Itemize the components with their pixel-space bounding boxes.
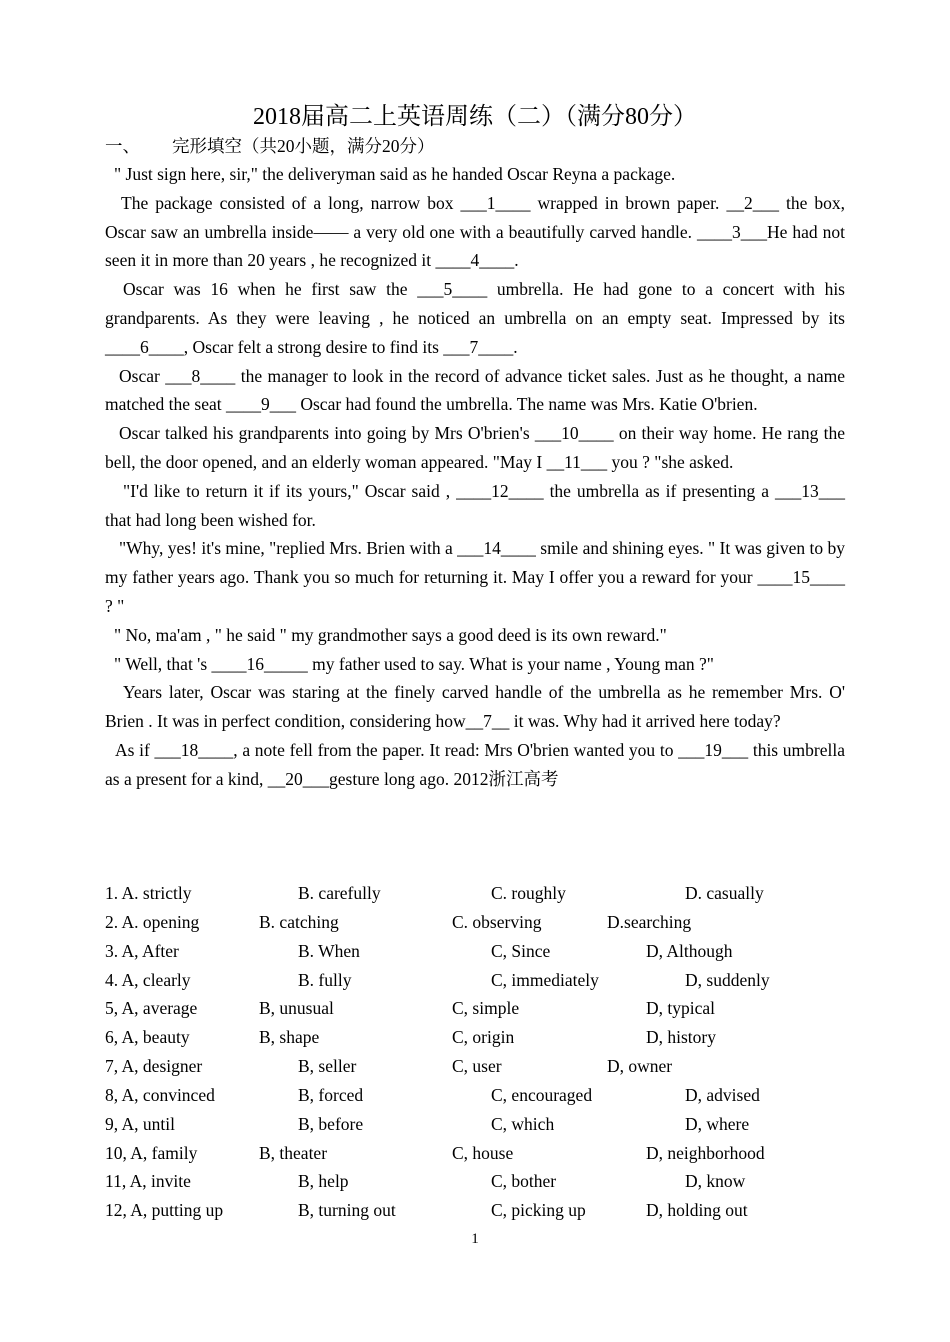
answer-options	[105, 879, 845, 1225]
option-d: D, advised	[685, 1084, 760, 1105]
option-b: B, seller	[298, 1056, 357, 1077]
option-row	[105, 937, 845, 966]
option-a: 10, A, family	[105, 1142, 198, 1163]
passage-paragraph: "Why, yes! it's mine, "replied Mrs. Brien with a ___14____ smile and shining eyes. " It was given to by my father years ago. Thank you so much for returning it. May I offer you a reward for your ____15____ ? "	[105, 538, 845, 616]
passage-paragraph: " Just sign here, sir," the deliveryman said as he handed Oscar Reyna a package.	[114, 164, 676, 184]
option-c: C, origin	[452, 1027, 515, 1048]
option-c: C, Since	[491, 940, 551, 961]
option-d: D, neighborhood	[646, 1142, 765, 1163]
option-row	[105, 966, 845, 995]
option-c: C, house	[452, 1142, 514, 1163]
option-d: D, suddenly	[685, 969, 770, 990]
option-b: B, theater	[259, 1142, 328, 1163]
option-c: C, picking up	[491, 1200, 586, 1221]
option-c: C, user	[452, 1056, 502, 1077]
option-d: D. casually	[685, 883, 764, 903]
option-c: C, encouraged	[491, 1084, 593, 1105]
option-b: B, help	[298, 1171, 349, 1192]
passage-paragraph: " Well, that 's ____16_____ my father used to say. What is your name , Young man ?"	[114, 653, 714, 674]
option-b: B. fully	[298, 969, 352, 990]
page-number: 1	[471, 1231, 479, 1247]
option-b: B, before	[298, 1113, 364, 1134]
option-b: B, turning out	[298, 1200, 396, 1221]
option-d: D, where	[685, 1113, 750, 1134]
option-row	[105, 908, 845, 937]
option-row	[105, 1110, 845, 1139]
option-a: 3. A, After	[105, 940, 179, 961]
option-row	[105, 994, 845, 1023]
option-d: D, typical	[646, 998, 716, 1019]
option-b: B, forced	[298, 1084, 364, 1105]
option-b: B. carefully	[298, 883, 381, 903]
passage-paragraph: As if ___18____, a note fell from the paper. It read: Mrs O'brien wanted you to ___19___ this umbrella as a present for a kind, __20___gesture long ago. 2012浙江高考	[105, 739, 845, 789]
passage-paragraph: Oscar ___8____ the manager to look in the record of advance ticket sales. Just as he thought, a name matched the seat ____9___ Oscar had found the umbrella. The name was Mrs. Katie O'brien.	[105, 365, 845, 415]
option-d: D, owner	[607, 1056, 673, 1077]
option-a: 8, A, convinced	[105, 1084, 215, 1105]
option-d: D, holding out	[646, 1200, 748, 1221]
option-row	[105, 879, 845, 908]
option-d: D, know	[685, 1171, 746, 1192]
option-b: B. When	[298, 940, 360, 961]
section-heading	[105, 134, 435, 158]
option-d: D.searching	[607, 911, 692, 932]
option-a: 9, A, until	[105, 1113, 176, 1134]
option-d: D, Although	[646, 940, 733, 961]
option-c: C, immediately	[491, 969, 599, 990]
option-c: C. roughly	[491, 883, 566, 903]
option-a: 11, A, invite	[105, 1171, 191, 1192]
option-row	[105, 1081, 845, 1110]
option-a: 6, A, beauty	[105, 1027, 190, 1048]
option-d: D, history	[646, 1027, 716, 1048]
option-a: 1. A. strictly	[105, 883, 192, 903]
passage-paragraph: Oscar was 16 when he first saw the ___5____ umbrella. He had gone to a concert with his grandparents. As they were leaving , he noticed an umbrella on an empty seat. Impressed by its ____6____, Oscar felt a strong desire to find its ___7____.	[105, 279, 845, 357]
option-row	[105, 1139, 845, 1168]
option-b: B, shape	[259, 1027, 320, 1048]
option-a: 5, A, average	[105, 998, 198, 1019]
page-title: 2018届高二上英语周练（二）（满分80分）	[253, 104, 697, 130]
option-a: 7, A, designer	[105, 1056, 203, 1077]
option-row	[105, 1052, 845, 1081]
passage-paragraph: " No, ma'am , " he said " my grandmother says a good deed is its own reward."	[114, 624, 667, 645]
section-number: 一、	[105, 136, 140, 156]
option-a: 12, A, putting up	[105, 1200, 224, 1221]
option-a: 2. A. opening	[105, 911, 200, 932]
option-row	[105, 1023, 845, 1052]
option-a: 4. A, clearly	[105, 969, 191, 990]
section-title: 完形填空（共20小题，满分20分）	[172, 136, 435, 156]
passage-paragraph: Oscar talked his grandparents into going by Mrs O'brien's ___10____ on their way home. He rang the bell, the door opened, and an elderly woman appeared. "May I __11___ you ? "she asked.	[105, 423, 845, 472]
option-row	[105, 1167, 845, 1196]
passage-paragraph: "I'd like to return it if its yours," Oscar said , ____12____ the umbrella as if presenting a ___13___ that had long been wished for.	[105, 480, 845, 530]
option-c: C, which	[491, 1113, 555, 1134]
passage-paragraph: Years later, Oscar was staring at the finely carved handle of the umbrella as he remember Mrs. O' Brien . It was in perfect condition, considering how__7__ it was. Why had it arrived here today?	[105, 682, 845, 732]
passage-paragraph: The package consisted of a long, narrow box ___1____ wrapped in brown paper. __2___ the box, Oscar saw an umbrella inside—— a very old one with a beautifully carved handle. ____3___He had not seen it in more than 20 years , he recognized it ____4____.	[105, 192, 845, 271]
option-c: C, bother	[491, 1171, 557, 1192]
option-c: C. observing	[452, 911, 542, 932]
option-c: C, simple	[452, 998, 520, 1019]
option-b: B, unusual	[259, 998, 334, 1019]
option-b: B. catching	[259, 911, 339, 932]
cloze-passage	[105, 160, 845, 794]
option-row	[105, 1196, 845, 1225]
